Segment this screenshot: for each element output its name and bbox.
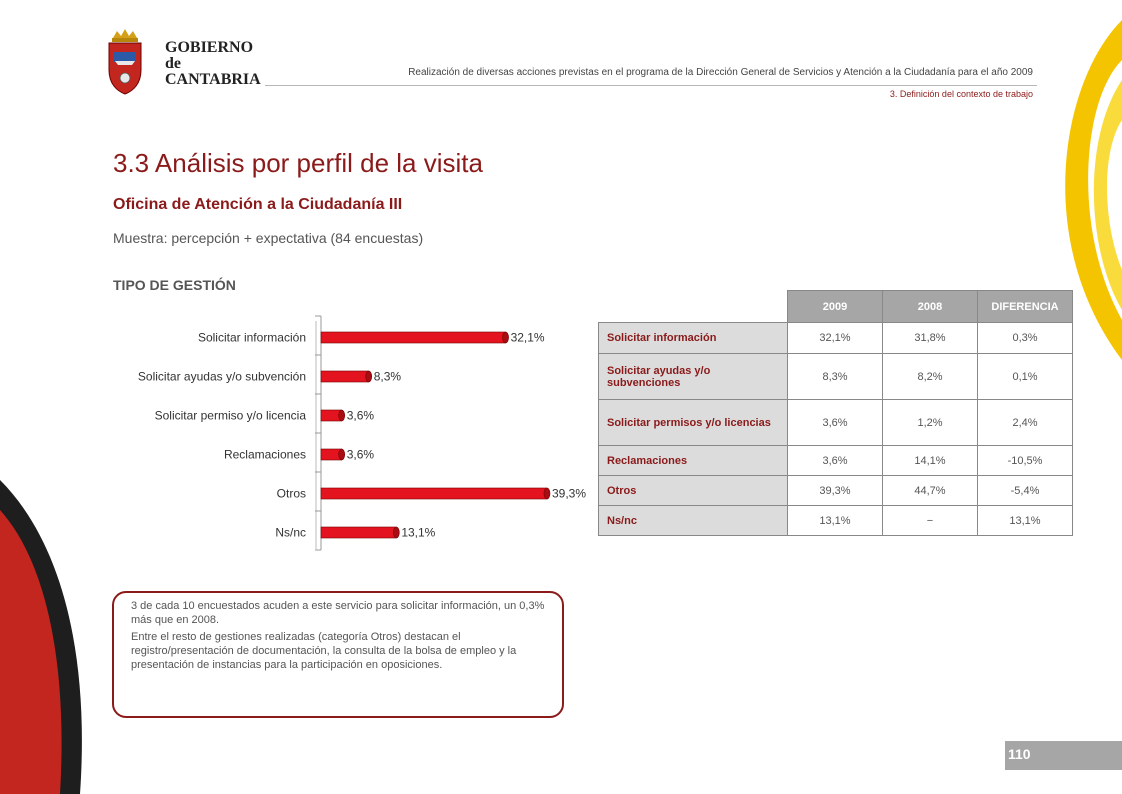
bar-end-cap	[544, 488, 550, 499]
header-divider	[265, 85, 1037, 86]
cell-diferencia: -5,4%	[978, 476, 1073, 506]
data-label: 3,6%	[346, 408, 375, 423]
bar	[321, 488, 547, 499]
row-label: Solicitar permisos y/o licencias	[599, 400, 788, 446]
bar-end-cap	[339, 449, 345, 460]
col-diferencia-header: DIFERENCIA	[978, 291, 1073, 323]
cell-2008: 1,2%	[883, 400, 978, 446]
table-row	[599, 400, 1073, 446]
category-label: Otros	[276, 486, 306, 501]
cell-diferencia: 13,1%	[978, 506, 1073, 536]
category-label: Solicitar permiso y/o licencia	[154, 408, 306, 423]
bar-end-cap	[503, 332, 509, 343]
cell-2009: 39,3%	[788, 476, 883, 506]
category-label: Solicitar información	[197, 330, 306, 345]
data-label: 39,3%	[551, 486, 587, 501]
cell-2009: 32,1%	[788, 323, 883, 354]
results-table	[598, 290, 1073, 536]
decorative-swirl-left	[0, 480, 90, 794]
table-row	[599, 506, 1073, 536]
category-label: Ns/nc	[275, 525, 306, 540]
page-title: 3.3 Análisis por perfil de la visita	[113, 148, 483, 178]
bar-end-cap	[393, 527, 399, 538]
cell-2008: 14,1%	[883, 446, 978, 476]
table-corner	[599, 291, 788, 323]
table-row	[599, 323, 1073, 354]
page-number: 110	[1008, 746, 1031, 762]
col-2009-header: 2009	[788, 291, 883, 323]
data-label: 32,1%	[510, 330, 545, 345]
data-label: 3,6%	[346, 447, 375, 462]
summary-paragraph-2: Entre el resto de gestiones realizadas (categoría Otros) destacan el registro/presentación de documentación, la consulta de la bolsa de empleo y la presentación de instancias para la participación en oposiciones.	[131, 631, 517, 671]
page-subtitle: Oficina de Atención a la Ciudadanía III	[113, 196, 403, 213]
data-label: 8,3%	[373, 369, 402, 384]
row-label: Ns/nc	[599, 506, 788, 536]
cell-2009: 13,1%	[788, 506, 883, 536]
chart-title: TIPO DE GESTIÓN	[113, 277, 236, 293]
section-label: 3. Definición del contexto de trabajo	[889, 89, 1033, 99]
col-2008-header: 2008	[883, 291, 978, 323]
summary-paragraph-1: 3 de cada 10 encuestados acuden a este servicio para solicitar información, un 0,3% más que en 2008.	[131, 600, 545, 626]
row-label: Reclamaciones	[599, 446, 788, 476]
category-label: Solicitar ayudas y/o subvención	[137, 369, 306, 384]
cell-diferencia: -10,5%	[978, 446, 1073, 476]
bar-end-cap	[339, 410, 345, 421]
coat-of-arms-logo	[105, 28, 145, 96]
document-title: Realización de diversas acciones previstas en el programa de la Dirección General de Servicios y Atención a la Ciudadanía para el año 2009	[408, 67, 1033, 78]
bar	[321, 371, 369, 382]
summary-box	[112, 591, 564, 718]
cell-2008: −	[883, 506, 978, 536]
data-label: 13,1%	[401, 525, 436, 540]
cell-2008: 8,2%	[883, 354, 978, 400]
cell-diferencia: 2,4%	[978, 400, 1073, 446]
row-label: Otros	[599, 476, 788, 506]
sample-description: Muestra: percepción + expectativa (84 encuestas)	[113, 230, 424, 246]
row-label: Solicitar ayudas y/o subvenciones	[599, 354, 788, 400]
table-row	[599, 476, 1073, 506]
logo-line-2: de	[165, 55, 181, 72]
cell-2009: 3,6%	[788, 446, 883, 476]
row-label: Solicitar información	[599, 323, 788, 354]
cell-2008: 44,7%	[883, 476, 978, 506]
bar	[321, 527, 396, 538]
table-header-row	[599, 291, 1073, 323]
logo-line-1: GOBIERNO	[165, 39, 254, 56]
cell-diferencia: 0,3%	[978, 323, 1073, 354]
table-row	[599, 354, 1073, 400]
logo-line-3: CANTABRIA	[165, 71, 261, 88]
bar-chart	[108, 308, 598, 568]
cell-2008: 31,8%	[883, 323, 978, 354]
bar-end-cap	[366, 371, 372, 382]
table-row	[599, 446, 1073, 476]
cell-2009: 8,3%	[788, 354, 883, 400]
cell-2009: 3,6%	[788, 400, 883, 446]
cell-diferencia: 0,1%	[978, 354, 1073, 400]
category-label: Reclamaciones	[223, 447, 306, 462]
bar	[321, 332, 506, 343]
logo-text	[165, 40, 261, 88]
